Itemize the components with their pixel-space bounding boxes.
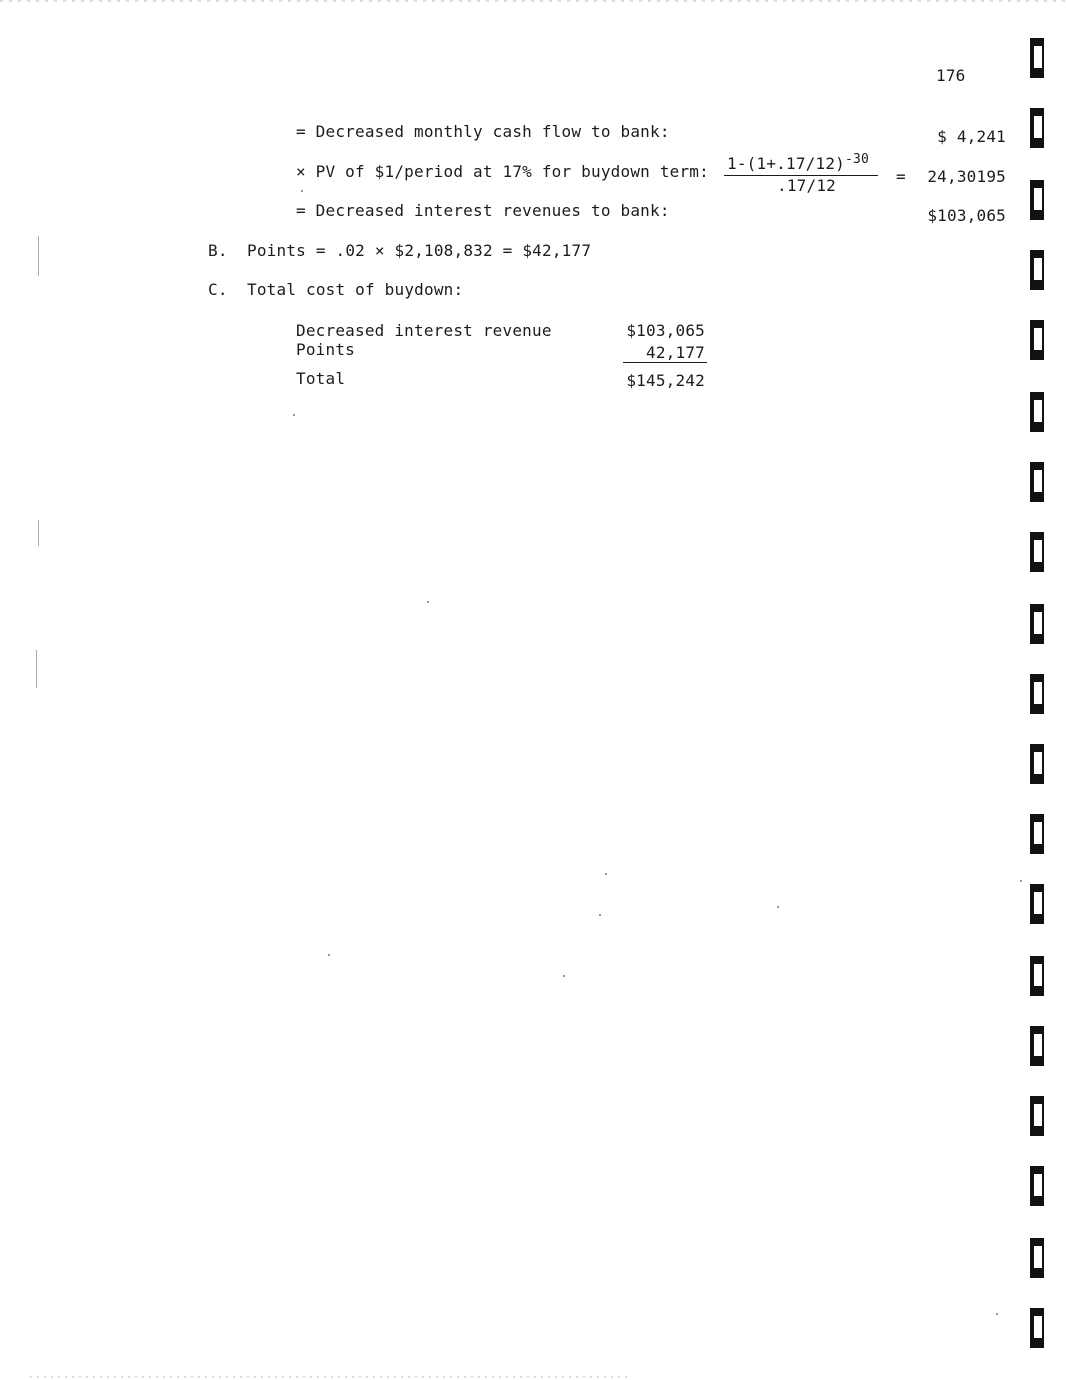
cost-row-value: 42,177 (646, 343, 705, 362)
punch-hole (1030, 814, 1044, 854)
total-value: $145,242 (626, 371, 705, 390)
total-label: Total (296, 369, 346, 388)
punch-hole (1030, 674, 1044, 714)
punch-hole (1030, 1166, 1044, 1206)
scan-speck (328, 954, 330, 956)
punch-hole (1030, 462, 1044, 502)
pv-value: 24,30195 (927, 167, 1006, 186)
interest-revenue-label: = Decreased interest revenues to bank: (296, 201, 670, 220)
punch-hole (1030, 250, 1044, 290)
punch-hole (1030, 108, 1044, 148)
pv-equals-sign: = (896, 167, 906, 186)
punch-hole (1030, 38, 1044, 78)
scan-speck (1020, 880, 1022, 882)
punch-hole (1030, 1096, 1044, 1136)
sum-underline (623, 362, 707, 363)
scan-speck (427, 601, 429, 603)
scan-speck (599, 914, 601, 916)
page-number: 176 (936, 66, 966, 85)
punch-hole (1030, 956, 1044, 996)
punch-hole (1030, 1026, 1044, 1066)
monthly-cash-flow-value: $ 4,241 (937, 127, 1006, 146)
scan-speck (301, 190, 303, 192)
pv-numerator-base: 1-(1+.17/12) (727, 154, 845, 173)
cost-row-label: Points (296, 340, 355, 359)
scan-speck (996, 1313, 998, 1315)
pv-label: × PV of $1/period at 17% for buydown term: (296, 162, 709, 181)
punch-hole (1030, 532, 1044, 572)
interest-revenue-value: $103,065 (927, 206, 1006, 225)
scan-speck (605, 873, 607, 875)
punch-hole (1030, 884, 1044, 924)
scan-speck (293, 414, 295, 416)
punch-hole (1030, 320, 1044, 360)
section-b-letter: B. (208, 241, 228, 260)
margin-mark (38, 236, 39, 276)
punch-hole (1030, 392, 1044, 432)
scan-speck (563, 975, 565, 977)
cost-row-label: Decreased interest revenue (296, 321, 552, 340)
pv-numerator-exponent: -30 (845, 152, 870, 167)
punch-hole (1030, 1238, 1044, 1278)
pv-denominator: .17/12 (777, 176, 836, 195)
margin-mark (38, 520, 39, 546)
cost-row-value: $103,065 (626, 321, 705, 340)
punch-hole (1030, 1308, 1044, 1348)
pv-numerator (727, 154, 869, 174)
margin-mark (36, 650, 37, 688)
scan-edge-bottom (30, 1376, 630, 1378)
section-c-letter: C. (208, 280, 228, 299)
section-c-title: Total cost of buydown: (247, 280, 464, 299)
punch-hole (1030, 744, 1044, 784)
punch-hole (1030, 180, 1044, 220)
section-b-text: Points = .02 × $2,108,832 = $42,177 (247, 241, 592, 260)
punch-hole (1030, 604, 1044, 644)
scan-edge-top (0, 0, 1066, 2)
monthly-cash-flow-label: = Decreased monthly cash flow to bank: (296, 122, 670, 141)
scan-speck (777, 906, 779, 908)
